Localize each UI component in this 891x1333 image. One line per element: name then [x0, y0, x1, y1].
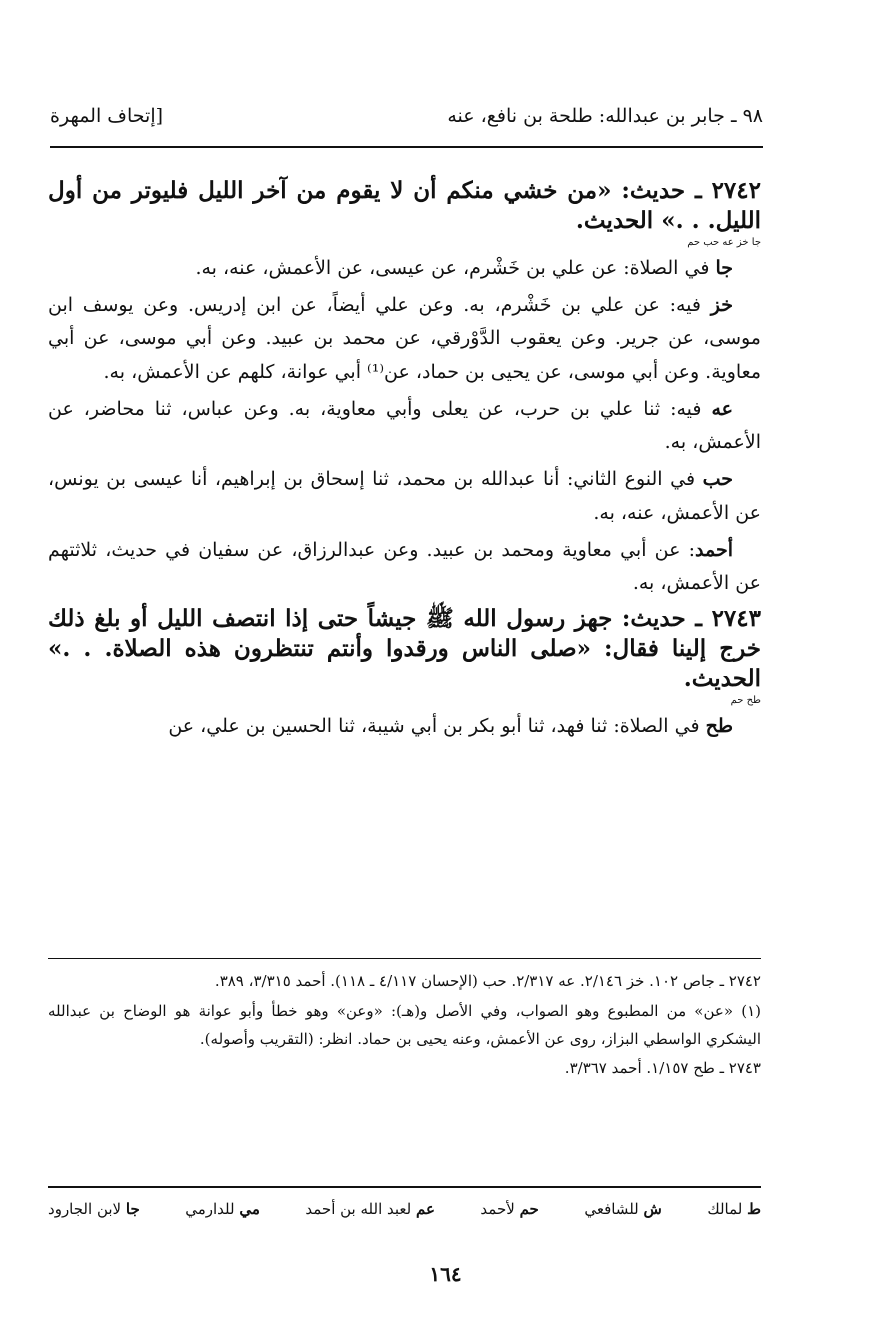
source-paragraph — [48, 252, 761, 285]
key-abbr: عم — [416, 1200, 435, 1218]
source-text: في النوع الثاني: أنا عبدالله بن محمد، ثنا إسحاق بن إبراهيم، أنا عيسى بن يونس، عن الأعمش، عنه، به. — [48, 468, 761, 524]
key-name: لمالك — [707, 1200, 743, 1218]
page-number: ١٦٤ — [429, 1262, 462, 1286]
key-abbr: مي — [239, 1200, 260, 1218]
hadith-2742-heading — [48, 176, 761, 248]
key-item — [480, 1200, 538, 1218]
hadith-2743-sigla: طح حم — [730, 694, 761, 706]
key-name: للدارمي — [185, 1200, 235, 1218]
key-name: لأحمد — [480, 1200, 515, 1218]
key-item — [305, 1200, 435, 1218]
footnotes — [48, 968, 761, 1085]
source-paragraph — [48, 710, 761, 743]
hadith-2743-text: ٢٧٤٣ ـ حديث: جهز رسول الله ﷺ جيشاً حتى إذا انتصف الليل أو بلغ ذلك خرج إلينا فقال: «صلى الناس ورقدوا وأنتم تنتظرون هذه الصلاة. . .» الحديث. — [48, 605, 761, 693]
key-item — [48, 1200, 140, 1218]
source-text: في الصلاة: ثنا فهد، ثنا أبو بكر بن أبي شيبة، ثنا الحسين بن علي، عن — [168, 714, 700, 737]
source-tag: حب — [702, 468, 733, 491]
footnote-divider — [48, 958, 761, 959]
key-abbr: حم — [519, 1200, 539, 1218]
hadith-2743-heading — [48, 604, 761, 706]
section-title: ٩٨ ـ جابر بن عبدالله: طلحة بن نافع، عنه — [447, 105, 763, 127]
key-item — [185, 1200, 260, 1218]
source-paragraph — [48, 534, 761, 601]
key-name: للشافعي — [584, 1200, 639, 1218]
key-name: لابن الجارود — [48, 1200, 122, 1218]
key-abbr: ط — [747, 1200, 761, 1218]
source-tag: خز — [710, 294, 733, 317]
key-divider — [48, 1186, 761, 1188]
footnote: (١) «عن» من المطبوع وهو الصواب، وفي الأصل و(هـ): «وعن» وهو خطأ وأبو عوانة هو الوضاح بن عبدالله اليشكري الواسطي البزاز، روى عن الأعمش، وعنه يحيى بن حماد. انظر: (التقريب وأصوله). — [48, 1001, 761, 1048]
main-text — [48, 176, 761, 747]
footnote: ٢٧٤٢ ـ جاص ١٠٢. خز ٢/١٤٦. عه ٢/٣١٧. حب (الإحسان ٤/١١٧ ـ ١١٨). أحمد ٣/٣١٥، ٣٨٩. — [214, 972, 761, 990]
key-abbr: ش — [643, 1200, 662, 1218]
hadith-2742-text: ٢٧٤٢ ـ حديث: «من خشي منكم أن لا يقوم من آخر الليل فليوتر من أول الليل. . .» الحديث. — [48, 177, 761, 234]
source-paragraph — [48, 289, 761, 389]
key-abbr: جا — [125, 1200, 140, 1218]
source-text: : عن أبي معاوية ومحمد بن عبيد. وعن عبدالرزاق، عن سفيان في حديث، ثلاثتهم عن الأعمش، به. — [48, 538, 761, 595]
source-tag: طح — [705, 714, 733, 737]
source-text: في الصلاة: عن علي بن خَشْرم، عن عيسى، عن الأعمش، عنه، به. — [195, 256, 710, 279]
header-divider — [50, 146, 763, 148]
source-paragraph — [48, 463, 761, 530]
key-item — [707, 1200, 761, 1218]
abbreviation-key — [48, 1200, 761, 1218]
source-text: فيه: عن علي بن خَشْرم، به. وعن علي أيضاً، عن ابن إدريس. وعن يوسف ابن موسى، عن جرير. وعن يعقوب الدَّوْرقي، عن محمد بن عبيد. وعن أبي موسى، عن أبي معاوية. وعن أبي موسى، عن يحيى بن حماد، عن⁽¹⁾ أبي عوانة، كلهم عن الأعمش، به. — [48, 294, 761, 383]
source-tag: عه — [711, 397, 733, 420]
hadith-2742-sigla: جا خز عه حب حم — [687, 236, 761, 248]
source-text: فيه: ثنا علي بن حرب، عن يعلى وأبي معاوية، به. وعن عباس، ثنا محاضر، عن الأعمش، به. — [48, 397, 761, 454]
source-tag: جا — [715, 256, 733, 279]
key-item — [584, 1200, 662, 1218]
key-name: لعبد الله بن أحمد — [305, 1200, 412, 1218]
source-tag: أحمد — [695, 538, 733, 561]
running-header — [50, 100, 763, 132]
book-title: [إتحاف المهرة — [50, 105, 164, 127]
footnote: ٢٧٤٣ ـ طح ١/١٥٧. أحمد ٣/٣٦٧. — [564, 1059, 761, 1078]
source-paragraph — [48, 393, 761, 460]
